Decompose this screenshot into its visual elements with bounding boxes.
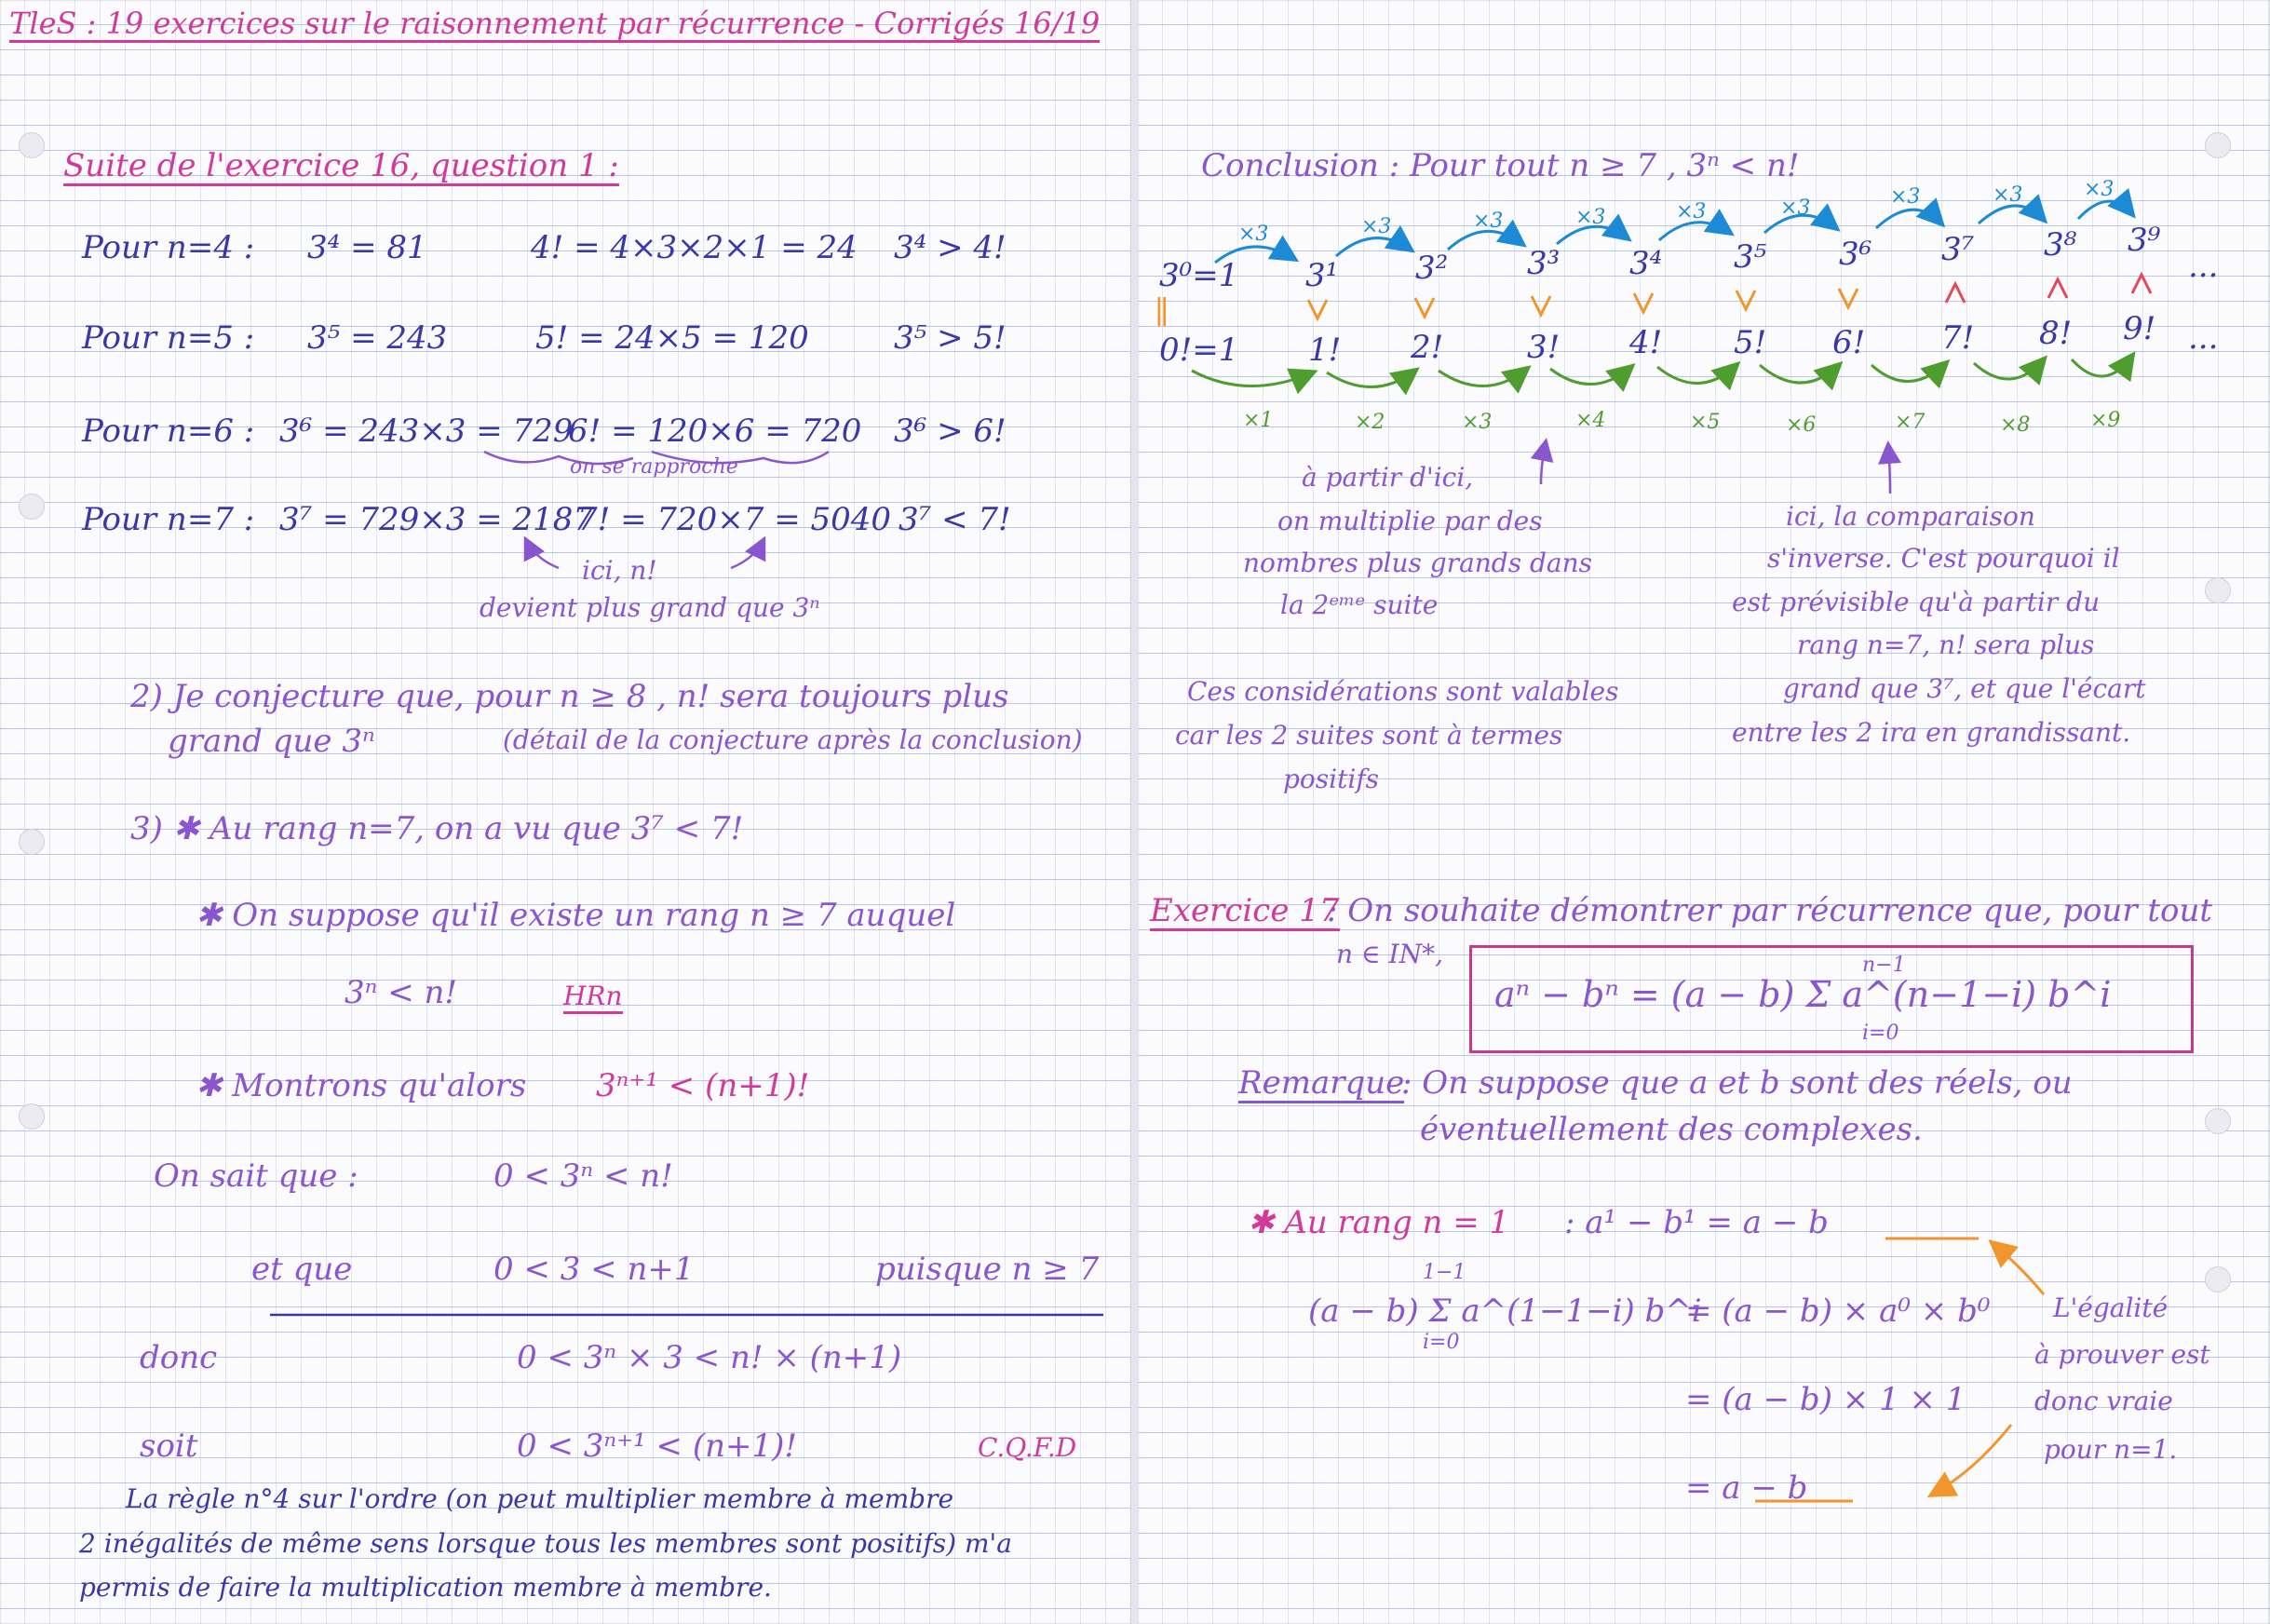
times3-label: ×3 bbox=[1780, 196, 1811, 220]
note-a-4: la 2ᵉᵐᵉ suite bbox=[1280, 589, 1439, 620]
times-factor-label: ×7 bbox=[1895, 411, 1925, 434]
cqfd: C.Q.F.D bbox=[978, 1432, 1077, 1463]
times3-label: ×3 bbox=[2084, 178, 2115, 201]
q3-show-expr: 3ⁿ⁺¹ < (n+1)! bbox=[596, 1067, 810, 1104]
q3-line-1: 3) ✱ Au rang n=7, on a vu que 3⁷ < 7! bbox=[130, 810, 744, 847]
remark-line-1: : On suppose que a et b sont des réels, ou bbox=[1401, 1064, 2073, 1102]
rule-line-3: permis de faire la multiplication membre à membre. bbox=[79, 1572, 772, 1603]
power-ellipsis: ... bbox=[2188, 248, 2219, 285]
rank-label: ✱ Au rang n = 1 bbox=[1248, 1204, 1510, 1241]
sum-upper-bound: 1−1 bbox=[1423, 1261, 1466, 1284]
q2-line-1: 2) Je conjecture que, pour n ≥ 8 , n! sera toujours plus bbox=[130, 678, 1009, 715]
note-a-1: à partir d'ici, bbox=[1302, 462, 1474, 493]
note-c-1: Ces considérations sont valables bbox=[1187, 676, 1619, 707]
q2-line-2: grand que 3ⁿ bbox=[168, 723, 375, 760]
times-factor-label: ×5 bbox=[1690, 411, 1721, 434]
factorial-term: 4! bbox=[1629, 324, 1663, 361]
factorial-term: 9! bbox=[2123, 310, 2156, 347]
times3-label: ×3 bbox=[1473, 210, 1504, 233]
times3-label: ×3 bbox=[1238, 223, 1269, 246]
row-power: 3⁵ = 243 bbox=[307, 319, 448, 357]
note-b-6: entre les 2 ira en grandissant. bbox=[1732, 717, 2131, 748]
note-c-3: positifs bbox=[1283, 764, 1380, 794]
punch-hole bbox=[19, 132, 45, 158]
power-term: 3⁸ bbox=[2044, 226, 2077, 264]
row-factorial: 4! = 4×3×2×1 = 24 bbox=[531, 229, 858, 266]
row-comparison: 3⁵ > 5! bbox=[894, 319, 1007, 357]
row-power: 3⁴ = 81 bbox=[307, 229, 427, 266]
power-term: 3⁰=1 bbox=[1159, 257, 1239, 294]
times3-label: ×3 bbox=[1890, 185, 1921, 209]
factorial-term: 0!=1 bbox=[1159, 332, 1239, 369]
row-label: Pour n=5 : bbox=[82, 319, 255, 357]
section-title: Suite de l'exercice 16, question 1 : bbox=[63, 149, 619, 186]
row-label: Pour n=6 : bbox=[82, 413, 255, 450]
soit-label: soit bbox=[140, 1428, 198, 1465]
sum-expr: (a − b) Σ a^(1−1−i) b^i bbox=[1308, 1292, 1702, 1330]
exercise-17-formula: aⁿ − bⁿ = (a − b) Σ a^(n−1−i) b^i bbox=[1494, 974, 2112, 1015]
factorial-term: 2! bbox=[1411, 329, 1444, 366]
punch-hole bbox=[2205, 577, 2231, 603]
factorial-term: 8! bbox=[2039, 315, 2073, 352]
equality-note-4: pour n=1. bbox=[2044, 1434, 2178, 1465]
power-term: 3⁹ bbox=[2128, 222, 2161, 259]
note-b-4: rang n=7, n! sera plus bbox=[1797, 629, 2095, 660]
and-reason: puisque n ≥ 7 bbox=[875, 1251, 1100, 1288]
factorial-term: 5! bbox=[1734, 324, 1767, 361]
conclusion: Conclusion : Pour tout n ≥ 7 , 3ⁿ < n! bbox=[1201, 147, 1800, 184]
times-factor-label: ×2 bbox=[1355, 411, 1385, 434]
power-term: 3¹ bbox=[1305, 257, 1339, 294]
times3-label: ×3 bbox=[1676, 200, 1707, 223]
rule-line-1: La règle n°4 sur l'ordre (on peut multiplier membre à membre bbox=[126, 1483, 954, 1514]
power-term: 3⁷ bbox=[1941, 231, 1975, 268]
equality-note-1: L'égalité bbox=[2053, 1292, 2169, 1323]
row-label: Pour n=7 : bbox=[82, 501, 255, 538]
q3-hypothesis: 3ⁿ < n! bbox=[345, 974, 458, 1011]
step-3: = a − b bbox=[1685, 1469, 1808, 1507]
times-factor-label: ×9 bbox=[2090, 409, 2121, 432]
exercise-17-title: Exercice 17 bbox=[1150, 894, 1340, 931]
times3-label: ×3 bbox=[1993, 183, 2023, 207]
note-b-2: s'inverse. C'est pourquoi il bbox=[1767, 543, 2120, 574]
times-factor-label: ×8 bbox=[2000, 413, 2031, 437]
note-b-1: ici, la comparaison bbox=[1786, 501, 2035, 532]
donc-label: donc bbox=[140, 1339, 218, 1376]
row-factorial: 5! = 24×5 = 120 bbox=[535, 319, 809, 357]
hr-label: HRn bbox=[563, 982, 623, 1014]
q3-show: ✱ Montrons qu'alors bbox=[196, 1067, 527, 1104]
row-comparison: 3⁷ < 7! bbox=[899, 501, 1011, 538]
note-b-5: grand que 3⁷, et que l'écart bbox=[1783, 673, 2146, 704]
and-expr: 0 < 3 < n+1 bbox=[493, 1251, 695, 1288]
times-factor-label: ×6 bbox=[1786, 413, 1817, 437]
punch-hole bbox=[2205, 1266, 2231, 1292]
row-power: 3⁷ = 729×3 = 2187 bbox=[279, 501, 594, 538]
punch-hole bbox=[19, 829, 45, 855]
q2-detail: (détail de la conjecture après la conclusion) bbox=[503, 724, 1083, 755]
punch-hole bbox=[2205, 132, 2231, 158]
row-power: 3⁶ = 243×3 = 729 bbox=[279, 413, 574, 450]
power-term: 3⁵ bbox=[1734, 238, 1767, 276]
equality-note-3: donc vraie bbox=[2034, 1386, 2173, 1416]
know-expr: 0 < 3ⁿ < n! bbox=[493, 1157, 673, 1195]
q3-line-2: ✱ On suppose qu'il existe un rang n ≥ 7 auquel bbox=[196, 897, 956, 934]
times3-label: ×3 bbox=[1361, 215, 1392, 238]
exercise-17-statement: : On souhaite démontrer par récurrence que, pour tout bbox=[1327, 892, 2213, 929]
factorial-term: 3! bbox=[1527, 329, 1561, 366]
rank-expr: : a¹ − b¹ = a − b bbox=[1564, 1204, 1829, 1241]
donc-expr: 0 < 3ⁿ × 3 < n! × (n+1) bbox=[517, 1339, 902, 1376]
step-2: = (a − b) × 1 × 1 bbox=[1685, 1381, 1966, 1418]
row-factorial: 6! = 120×6 = 720 bbox=[568, 413, 862, 450]
page-header: TleS : 19 exercices sur le raisonnement par récurrence - Corrigés 16/19 bbox=[9, 7, 1100, 43]
times-factor-label: ×1 bbox=[1243, 409, 1274, 432]
note-a-2: on multiplie par des bbox=[1277, 506, 1543, 536]
and-label: et que bbox=[251, 1251, 353, 1288]
remark-title: Remarque bbox=[1238, 1066, 1404, 1103]
power-term: 3² bbox=[1415, 250, 1449, 287]
note-here-detail: devient plus grand que 3ⁿ bbox=[480, 592, 820, 623]
equal-sign: ∥ bbox=[1155, 294, 1169, 332]
sum-upper-bound: n−1 bbox=[1862, 954, 1906, 977]
note-b-3: est prévisible qu'à partir du bbox=[1732, 587, 2101, 617]
note-c-2: car les 2 suites sont à termes bbox=[1175, 720, 1563, 751]
factorial-term: 6! bbox=[1832, 324, 1866, 361]
factorial-term: 1! bbox=[1308, 332, 1342, 369]
row-factorial: 7! = 720×7 = 5040 bbox=[577, 501, 892, 538]
power-term: 3⁴ bbox=[1629, 245, 1663, 282]
exercise-17-domain: n ∈ IN*, bbox=[1336, 939, 1444, 969]
times-factor-label: ×3 bbox=[1462, 411, 1493, 434]
equality-note-2: à prouver est bbox=[2034, 1339, 2210, 1370]
know-label: On sait que : bbox=[154, 1157, 358, 1195]
note-close: on se rapproche bbox=[570, 455, 738, 479]
row-comparison: 3⁶ > 6! bbox=[894, 413, 1007, 450]
times-factor-label: ×4 bbox=[1575, 409, 1606, 432]
times3-label: ×3 bbox=[1575, 206, 1606, 229]
row-comparison: 3⁴ > 4! bbox=[894, 229, 1007, 266]
power-term: 3³ bbox=[1527, 245, 1561, 282]
row-label: Pour n=4 : bbox=[82, 229, 255, 266]
remark-line-2: éventuellement des complexes. bbox=[1420, 1111, 1923, 1148]
binding-gutter bbox=[1131, 0, 1138, 1624]
factorial-ellipsis: ... bbox=[2188, 319, 2219, 357]
power-term: 3⁶ bbox=[1839, 236, 1872, 273]
soit-expr: 0 < 3ⁿ⁺¹ < (n+1)! bbox=[517, 1428, 798, 1465]
note-a-3: nombres plus grands dans bbox=[1243, 548, 1593, 578]
punch-hole bbox=[2205, 1108, 2231, 1134]
note-here: ici, n! bbox=[582, 555, 657, 586]
rule-line-2: 2 inégalités de même sens lorsque tous les membres sont positifs) m'a bbox=[79, 1528, 1012, 1559]
punch-hole bbox=[19, 494, 45, 520]
factorial-term: 7! bbox=[1941, 319, 1975, 357]
punch-hole bbox=[19, 1103, 45, 1130]
step-1: = (a − b) × a⁰ × b⁰ bbox=[1685, 1292, 1991, 1330]
sum-lower-bound: i=0 bbox=[1423, 1331, 1460, 1354]
sum-lower-bound: i=0 bbox=[1862, 1022, 1899, 1045]
